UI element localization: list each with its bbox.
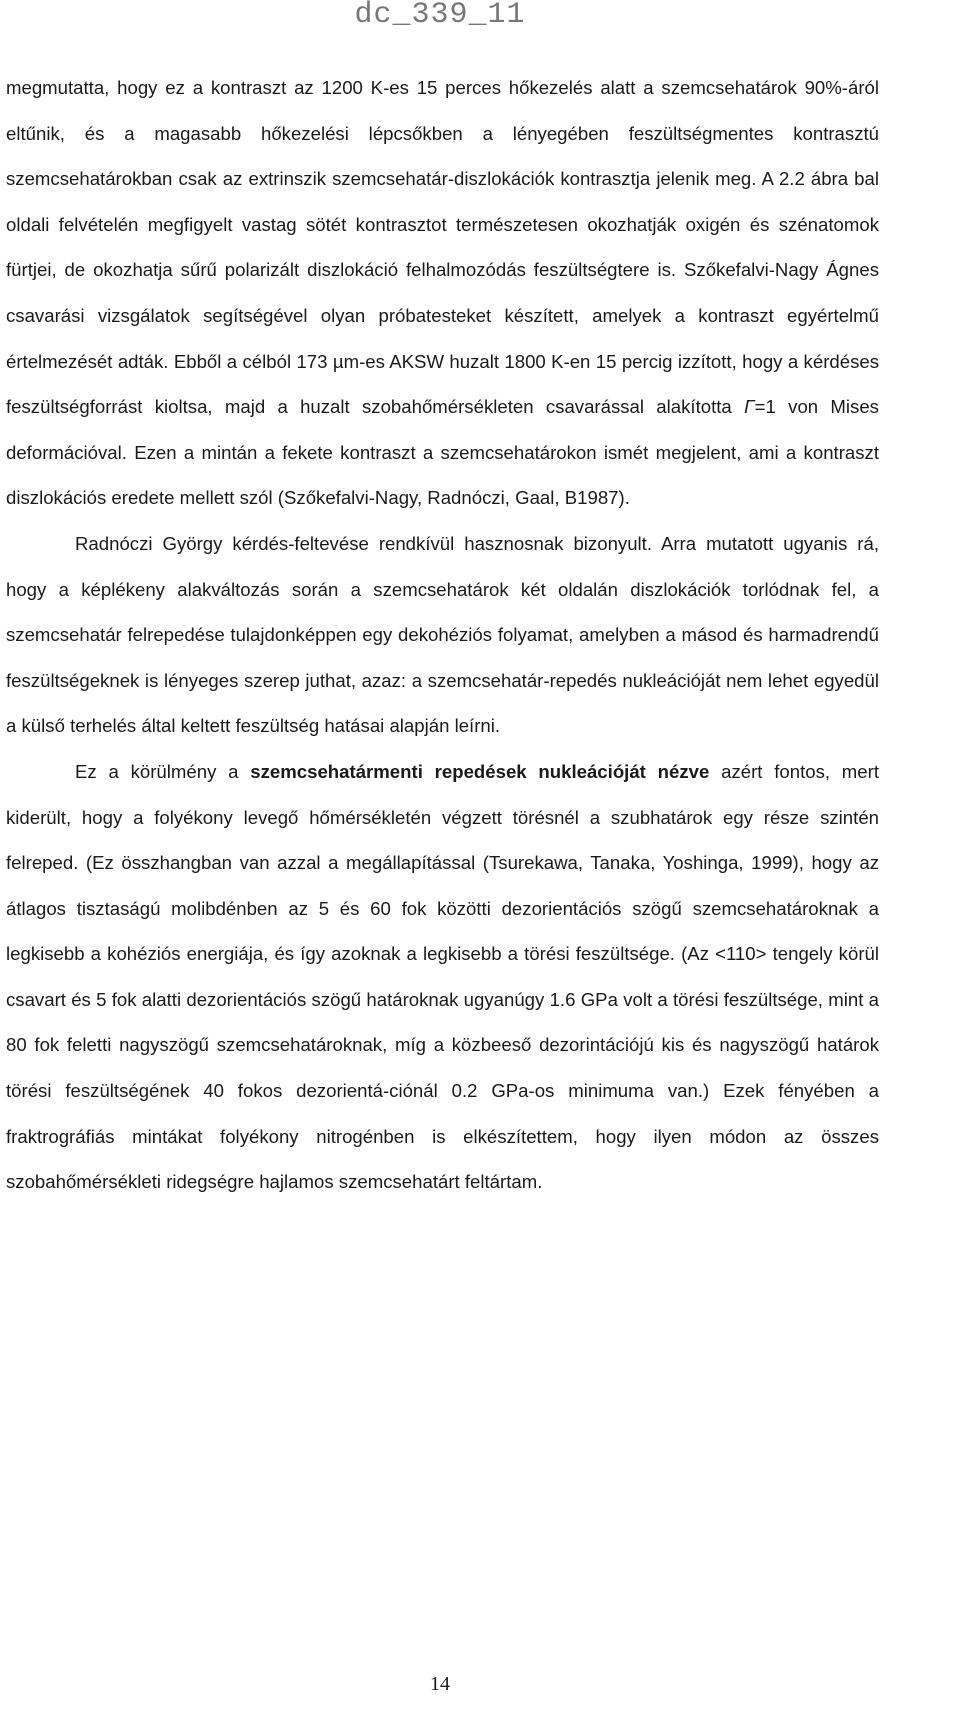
paragraph-2: Radnóczi György kérdés-feltevése rendkívül hasznosnak bizonyult. Arra mutatott ugyanis rá, hogy a képlékeny alakváltozás során a szemcsehatárok két oldalán diszlokációk torlódnak fel, a szemcsehatár felrepedése tulajdonképpen egy dekohéziós folyamat, amelyben a másod és harmadrendű feszültségeknek is lényeges szerep juthat, azaz: a szemcsehatár-repedés nukleációját nem lehet egyedül a külső terhelés által keltett feszültség hatásai alapján leírni. [6,532,879,737]
page-number: 14 [430,1673,450,1695]
paragraph-3-lead: Ez a körülmény a [75,760,251,782]
paragraph-3 [6,749,879,1205]
paragraph-1-text: megmutatta, hogy ez a kontraszt az 1200 K-es 15 perces hőkezelés alatt a szemcsehatárok 90%-áról eltűnik, és a magasabb hőkezelési lépcsőkben a lényegében feszültségmentes kontrasztú szemcsehatárokban csak az extrinszik szemcsehatár-diszlokációk kontrasztja jelenik meg. A 2.2 ábra bal oldali felvételén megfigyelt vastag sötét kontrasztot természetesen okozhatják oxigén és szénatomok fürtjei, de okozhatja sűrű polarizált diszlokáció felhalmozódás feszültségtere is. Szőkefalvi-Nagy Ágnes csavarási vizsgálatok segítségével olyan próbatesteket készített, amelyek a kontraszt egyértelmű értelmezését adták. Ebből a célból 173 µm-es AKSW huzalt 1800 K-en 15 percig izzított, hogy a kérdéses feszültségforrást kioltsa, majd a huzalt szobahőmérsékleten csavarással alakította [6,77,879,418]
document-body [6,65,879,1205]
gamma-symbol: Γ [744,396,755,418]
paragraph-3-text: azért fontos, mert kiderült, hogy a folyékony levegő hőmérsékletén végzett törésnél a szubhatárok egy része szintén felreped. (Ez összhangban van azzal a megállapítással (Tsurekawa, Tanaka, Yoshinga, 1999), hogy az átlagos tisztaságú molibdénben az 5 és 60 fok közötti dezorientációs szögű szemcsehatároknak a legkisebb a kohéziós energiája, és így azoknak a legkisebb a törési feszültsége. (Az <110> tengely körül csavart és 5 fok alatti dezorientációs szögű határoknak ugyanúgy 1.6 GPa volt a törési feszültsége, mint a 80 fok feletti nagyszögű szemcsehatároknak, míg a közbeeső dezorintációjú kis és nagyszögű határok törési feszültségének 40 fokos dezorientá-ciónál 0.2 GPa-os minimuma van.) Ezek fényében a fraktrográfiás mintákat folyékony nitrogénben is elkészítettem, hogy ilyen módon az összes szobahőmérsékleti ridegségre hajlamos szemcsehatárt feltártam. [6,760,879,1193]
paragraph-1 [6,65,879,521]
paragraph-3-emphasis: szemcsehatármenti repedések nukleációját nézve [250,760,710,782]
paragraph-1-text-end: =1 von Mises deformációval. Ezen a mintán a fekete kontraszt a szemcsehatárokon ismét megjelent, ami a kontraszt diszlokációs eredete mellett szól (Szőkefalvi-Nagy, Radnóczi, Gaal, B1987). [6,396,879,509]
document-id-header: dc_339_11 [354,0,526,32]
